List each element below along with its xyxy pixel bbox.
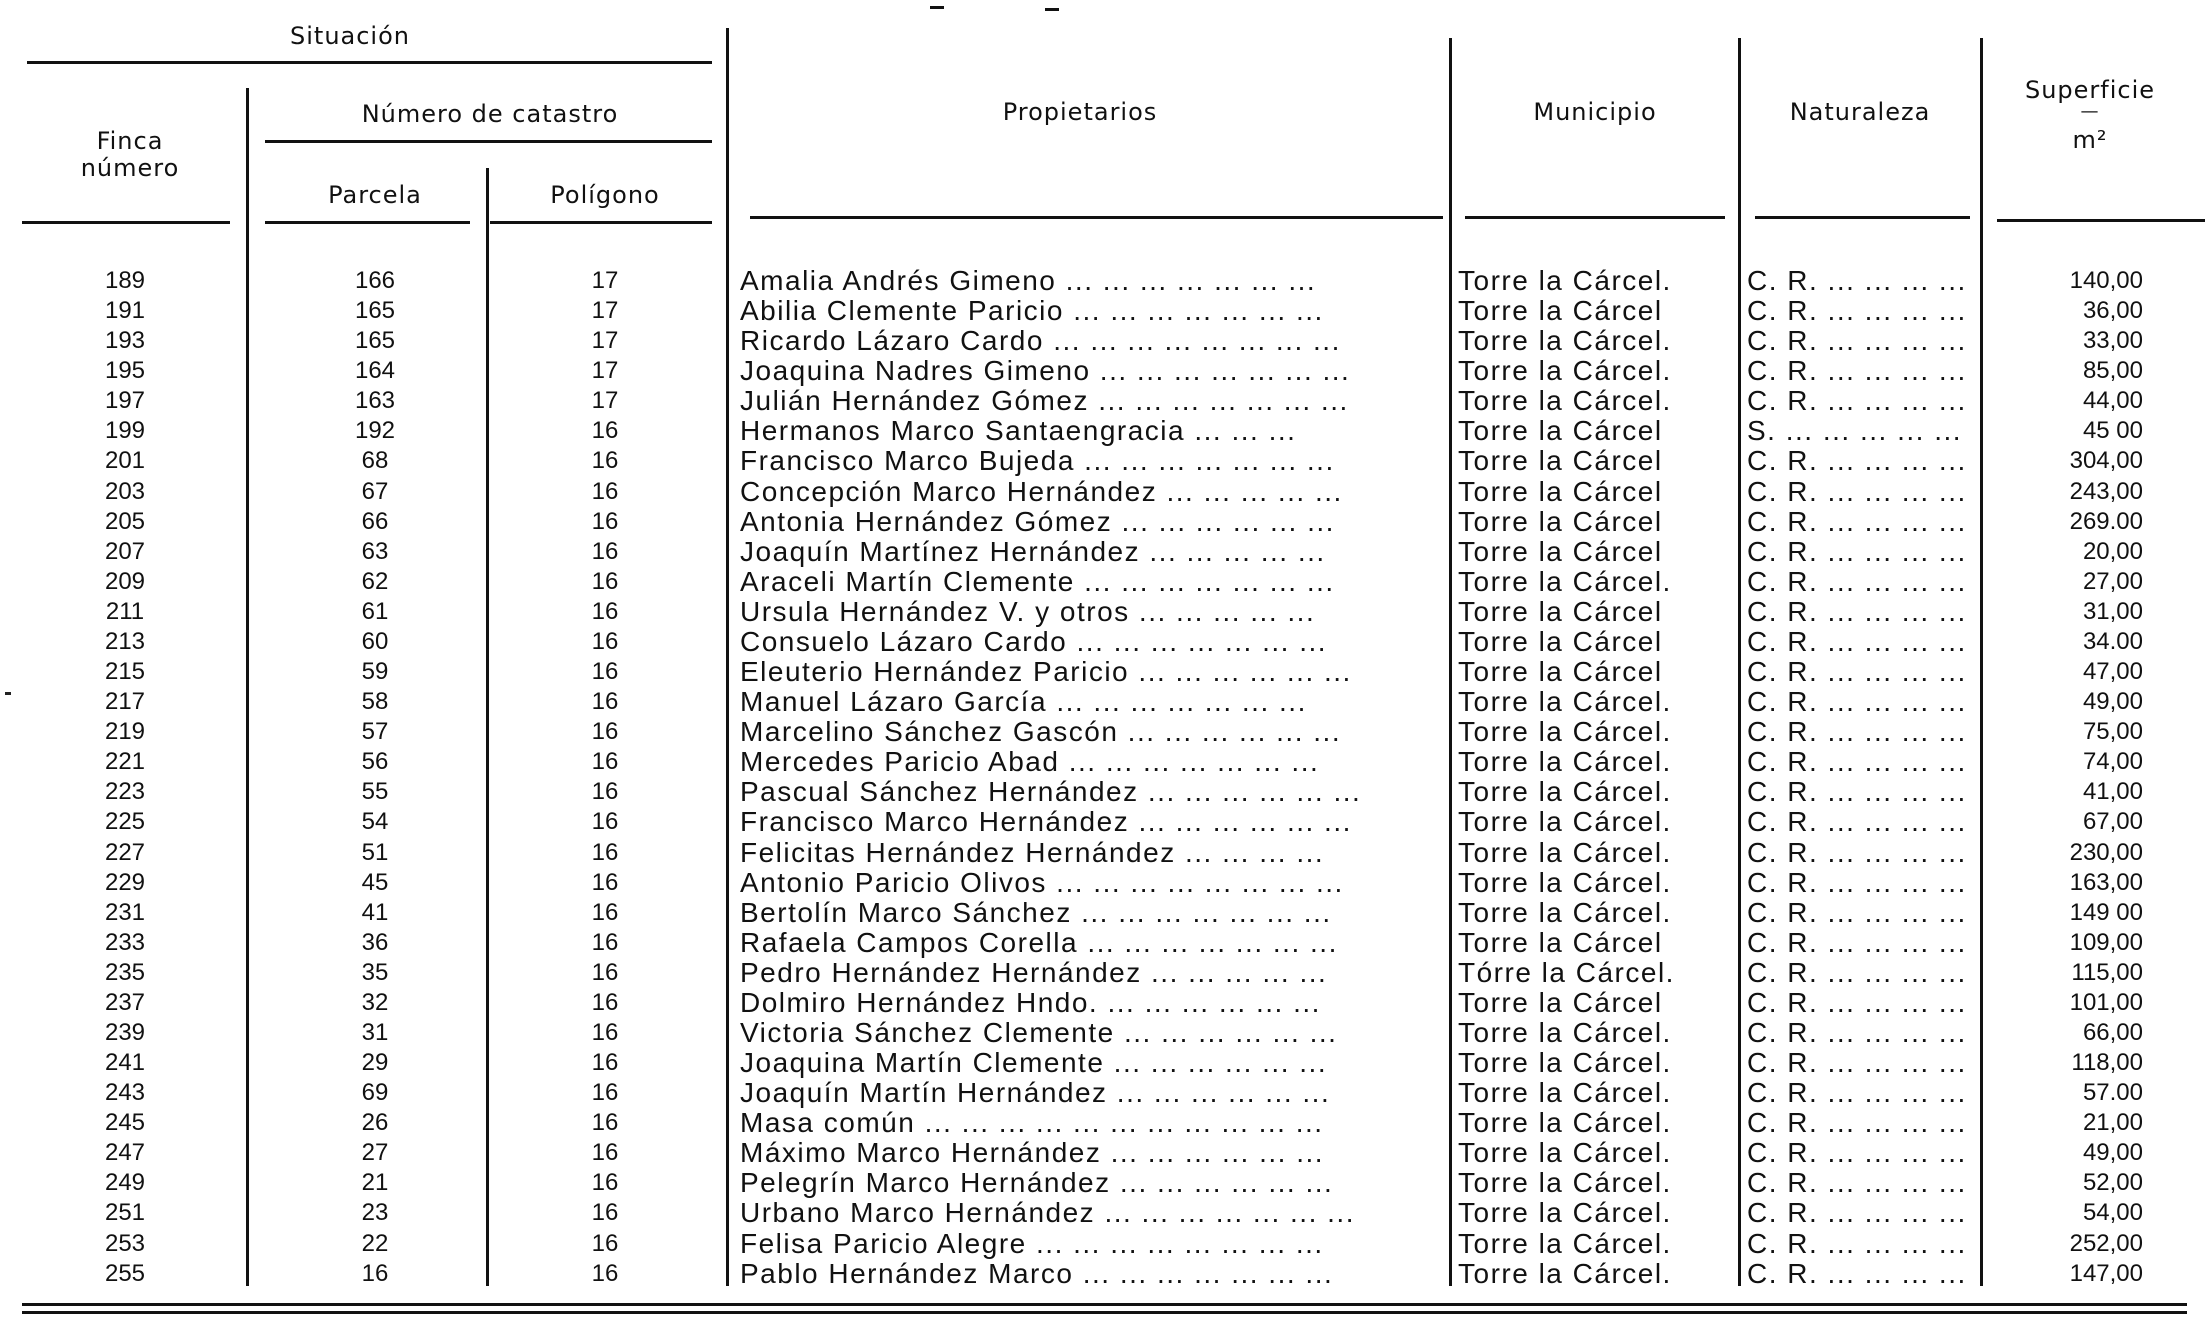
finca-number: 239 bbox=[104, 1019, 146, 1046]
header-poligono: Polígono bbox=[550, 181, 660, 209]
owner-name: Julián Hernández Gómez ... ... ... ... ... ... ... bbox=[740, 386, 1349, 417]
parcela-number: 16 bbox=[361, 1259, 389, 1287]
parcela-number: 69 bbox=[361, 1079, 389, 1107]
naturaleza-code: C. R. ... ... ... ... bbox=[1747, 747, 1967, 778]
naturaleza-code: C. R. ... ... ... ... bbox=[1747, 897, 1967, 928]
parcela-number: 60 bbox=[361, 627, 389, 655]
poligono-number: 16 bbox=[591, 958, 619, 986]
municipio-name: Torre la Cárcel. bbox=[1458, 717, 1672, 748]
municipio-name: Torre la Cárcel. bbox=[1458, 1198, 1672, 1229]
table-row bbox=[0, 477, 2207, 507]
header-municipio: Municipio bbox=[1533, 98, 1657, 126]
owner-name: Victoria Sánchez Clemente ... ... ... ... ... ... bbox=[740, 1018, 1338, 1048]
table-row bbox=[0, 326, 2207, 356]
finca-number: 193 bbox=[104, 327, 146, 355]
rule-finca bbox=[22, 221, 230, 224]
municipio-name: Torre la Cárcel. bbox=[1458, 747, 1672, 778]
poligono-number: 16 bbox=[591, 658, 619, 686]
finca-number: 225 bbox=[104, 808, 146, 836]
superficie-value: 31,00 bbox=[2082, 597, 2143, 625]
owner-name: Francisco Marco Bujeda ... ... ... ... ... ... ... bbox=[740, 446, 1335, 477]
parcela-number: 164 bbox=[354, 357, 396, 385]
finca-number: 227 bbox=[104, 838, 146, 866]
owner-name: Dolmiro Hernández Hndo. ... ... ... ... ... ... bbox=[740, 987, 1321, 1018]
owner-name: Felicitas Hernández Hernández ... ... ... ... bbox=[740, 837, 1325, 868]
table-row bbox=[0, 1018, 2207, 1048]
naturaleza-code: C. R. ... ... ... ... bbox=[1747, 536, 1967, 567]
parcela-number: 54 bbox=[361, 808, 389, 836]
superficie-value: 21,00 bbox=[2082, 1109, 2143, 1137]
parcela-number: 59 bbox=[361, 658, 389, 686]
owner-name: Hermanos Marco Santaengracia ... ... ... bbox=[740, 416, 1297, 447]
table-row bbox=[0, 567, 2207, 597]
municipio-name: Torre la Cárcel. bbox=[1458, 867, 1672, 898]
parcela-number: 165 bbox=[354, 297, 396, 325]
finca-number: 245 bbox=[104, 1109, 146, 1137]
rule-superficie bbox=[1997, 219, 2205, 222]
poligono-number: 16 bbox=[591, 447, 619, 475]
owner-name: Pedro Hernández Hernández ... ... ... ... ... bbox=[740, 957, 1328, 988]
parcela-number: 21 bbox=[361, 1169, 389, 1197]
poligono-number: 16 bbox=[591, 417, 619, 445]
parcela-number: 166 bbox=[354, 267, 396, 294]
municipio-name: Torre la Cárcel. bbox=[1458, 1048, 1672, 1079]
rule-situacion bbox=[27, 61, 712, 64]
superficie-value: 66,00 bbox=[2082, 1019, 2143, 1046]
finca-number: 241 bbox=[104, 1049, 146, 1077]
finca-number: 231 bbox=[104, 898, 146, 926]
naturaleza-code: C. R. ... ... ... ... bbox=[1747, 1138, 1967, 1169]
municipio-name: Torre la Cárcel. bbox=[1458, 1138, 1672, 1169]
finca-number: 233 bbox=[104, 928, 146, 956]
header-naturaleza: Naturaleza bbox=[1789, 98, 1931, 126]
poligono-number: 16 bbox=[591, 567, 619, 595]
municipio-name: Torre la Cárcel. bbox=[1458, 807, 1672, 838]
municipio-name: Torre la Cárcel. bbox=[1458, 566, 1672, 597]
naturaleza-code: C. R. ... ... ... ... bbox=[1747, 777, 1967, 808]
table-row bbox=[0, 1048, 2207, 1078]
header-superficie-unit: m² bbox=[2072, 126, 2108, 154]
owner-name: Pablo Hernández Marco ... ... ... ... ... ... ... bbox=[740, 1258, 1334, 1289]
bottom-rule-2 bbox=[22, 1311, 2187, 1314]
parcela-number: 45 bbox=[361, 868, 389, 896]
municipio-name: Torre la Cárcel. bbox=[1458, 837, 1672, 868]
table-row bbox=[0, 1198, 2207, 1228]
owner-name: Antonia Hernández Gómez ... ... ... ... ... ... bbox=[740, 506, 1335, 537]
finca-number: 249 bbox=[104, 1169, 146, 1197]
naturaleza-code: C. R. ... ... ... ... bbox=[1747, 596, 1967, 627]
table-row bbox=[0, 898, 2207, 928]
owner-name: Joaquina Nadres Gimeno ... ... ... ... ... ... ... bbox=[740, 356, 1351, 387]
owner-name: Rafaela Campos Corella ... ... ... ... ... ... ... bbox=[740, 927, 1338, 958]
table-row bbox=[0, 386, 2207, 416]
finca-number: 243 bbox=[104, 1079, 146, 1107]
municipio-name: Torre la Cárcel bbox=[1458, 927, 1663, 958]
municipio-name: Tórre la Cárcel. bbox=[1458, 957, 1675, 988]
superficie-value: 230,00 bbox=[2069, 838, 2143, 866]
superficie-value: 20,00 bbox=[2082, 537, 2143, 565]
parcela-number: 192 bbox=[354, 417, 396, 445]
owner-name: Concepción Marco Hernández ... ... ... ... ... bbox=[740, 476, 1343, 507]
superficie-value: 67,00 bbox=[2082, 808, 2143, 836]
finca-number: 197 bbox=[104, 387, 146, 415]
municipio-name: Torre la Cárcel. bbox=[1458, 326, 1672, 357]
parcela-number: 62 bbox=[361, 567, 389, 595]
parcela-number: 55 bbox=[361, 778, 389, 806]
owner-name: Abilia Clemente Paricio ... ... ... ... ... ... ... bbox=[740, 296, 1324, 327]
naturaleza-code: C. R. ... ... ... ... bbox=[1747, 446, 1967, 477]
owner-name: Máximo Marco Hernández ... ... ... ... ... ... bbox=[740, 1138, 1325, 1169]
superficie-value: 54,00 bbox=[2082, 1199, 2143, 1227]
finca-number: 199 bbox=[104, 417, 146, 445]
superficie-value: 149 00 bbox=[2069, 898, 2143, 926]
owner-name: Joaquín Martínez Hernández ... ... ... ... ... bbox=[740, 536, 1326, 567]
finca-number: 235 bbox=[104, 958, 146, 986]
table-row bbox=[0, 988, 2207, 1018]
naturaleza-code: C. R. ... ... ... ... bbox=[1747, 386, 1967, 417]
naturaleza-code: C. R. ... ... ... ... bbox=[1747, 566, 1967, 597]
table-row bbox=[0, 597, 2207, 627]
top-mark-1 bbox=[930, 6, 944, 9]
municipio-name: Torre la Cárcel. bbox=[1458, 386, 1672, 417]
superficie-value: 147,00 bbox=[2069, 1259, 2143, 1287]
municipio-name: Torre la Cárcel bbox=[1458, 416, 1663, 447]
naturaleza-code: C. R. ... ... ... ... bbox=[1747, 717, 1967, 748]
table-row bbox=[0, 868, 2207, 898]
finca-number: 255 bbox=[104, 1259, 146, 1287]
table-row bbox=[0, 1078, 2207, 1108]
header-parcela: Parcela bbox=[328, 181, 422, 209]
superficie-value: 36,00 bbox=[2082, 297, 2143, 325]
poligono-number: 17 bbox=[591, 387, 619, 415]
poligono-number: 16 bbox=[591, 1229, 619, 1257]
header-numero-catastro: Número de catastro bbox=[361, 100, 619, 128]
finca-number: 251 bbox=[104, 1199, 146, 1227]
municipio-name: Torre la Cárcel bbox=[1458, 446, 1663, 477]
finca-number: 223 bbox=[104, 778, 146, 806]
superficie-value: 45 00 bbox=[2082, 417, 2143, 445]
finca-number: 219 bbox=[104, 718, 146, 746]
owner-name: Mercedes Paricio Abad ... ... ... ... ... ... ... bbox=[740, 747, 1320, 778]
poligono-number: 16 bbox=[591, 1169, 619, 1197]
table-row bbox=[0, 717, 2207, 747]
municipio-name: Torre la Cárcel. bbox=[1458, 266, 1672, 296]
naturaleza-code: C. R. ... ... ... ... bbox=[1747, 476, 1967, 507]
municipio-name: Torre la Cárcel. bbox=[1458, 777, 1672, 808]
naturaleza-code: C. R. ... ... ... ... bbox=[1747, 1078, 1967, 1109]
municipio-name: Torre la Cárcel. bbox=[1458, 897, 1672, 928]
header-finca-numero: Finca número bbox=[80, 127, 180, 182]
poligono-number: 16 bbox=[591, 988, 619, 1016]
naturaleza-code: S. ... ... ... ... ... bbox=[1747, 416, 1963, 447]
poligono-number: 16 bbox=[591, 718, 619, 746]
superficie-value: 75,00 bbox=[2082, 718, 2143, 746]
poligono-number: 16 bbox=[591, 1259, 619, 1287]
parcela-number: 165 bbox=[354, 327, 396, 355]
municipio-name: Torre la Cárcel. bbox=[1458, 687, 1672, 718]
poligono-number: 16 bbox=[591, 1199, 619, 1227]
superficie-value: 41,00 bbox=[2082, 778, 2143, 806]
parcela-number: 56 bbox=[361, 748, 389, 776]
poligono-number: 16 bbox=[591, 1049, 619, 1077]
municipio-name: Torre la Cárcel. bbox=[1458, 356, 1672, 387]
naturaleza-code: C. R. ... ... ... ... bbox=[1747, 1258, 1967, 1289]
table-row bbox=[0, 687, 2207, 717]
header-situacion: Situación bbox=[290, 22, 410, 50]
naturaleza-code: C. R. ... ... ... ... bbox=[1747, 837, 1967, 868]
naturaleza-code: C. R. ... ... ... ... bbox=[1747, 1228, 1967, 1259]
poligono-number: 16 bbox=[591, 597, 619, 625]
finca-number: 203 bbox=[104, 477, 146, 505]
owner-name: Consuelo Lázaro Cardo ... ... ... ... ... ... ... bbox=[740, 626, 1328, 657]
parcela-number: 51 bbox=[361, 838, 389, 866]
finca-number: 253 bbox=[104, 1229, 146, 1257]
naturaleza-code: C. R. ... ... ... ... bbox=[1747, 506, 1967, 537]
top-mark-2 bbox=[1045, 8, 1059, 11]
superficie-value: 243,00 bbox=[2069, 477, 2143, 505]
table-row bbox=[0, 537, 2207, 567]
table-row bbox=[0, 1168, 2207, 1198]
parcela-number: 23 bbox=[361, 1199, 389, 1227]
parcela-number: 35 bbox=[361, 958, 389, 986]
bottom-rule-1 bbox=[22, 1303, 2187, 1306]
superficie-value: 74,00 bbox=[2082, 748, 2143, 776]
poligono-number: 16 bbox=[591, 1019, 619, 1046]
finca-number: 237 bbox=[104, 988, 146, 1016]
table-row bbox=[0, 446, 2207, 476]
table-row bbox=[0, 807, 2207, 837]
owner-name: Pascual Sánchez Hernández ... ... ... ... ... ... bbox=[740, 777, 1362, 808]
poligono-number: 16 bbox=[591, 537, 619, 565]
poligono-number: 16 bbox=[591, 477, 619, 505]
superficie-value: 115,00 bbox=[2071, 958, 2143, 986]
parcela-number: 61 bbox=[361, 597, 389, 625]
owner-name: Eleuterio Hernández Paricio ... ... ... ... ... ... bbox=[740, 657, 1352, 688]
owner-name: Ursula Hernández V. y otros ... ... ... ... ... bbox=[740, 596, 1316, 627]
margin-mark bbox=[5, 692, 11, 695]
superficie-value: 304,00 bbox=[2069, 447, 2143, 475]
table-row bbox=[0, 266, 2207, 296]
table-row bbox=[0, 1108, 2207, 1138]
municipio-name: Torre la Cárcel bbox=[1458, 626, 1663, 657]
header-superficie: Superficie bbox=[2024, 76, 2156, 104]
finca-number: 207 bbox=[104, 537, 146, 565]
rule-naturaleza bbox=[1755, 216, 1970, 219]
superficie-value: 163,00 bbox=[2069, 868, 2143, 896]
table-row bbox=[0, 928, 2207, 958]
parcela-number: 31 bbox=[361, 1019, 389, 1046]
table-row bbox=[0, 747, 2207, 777]
municipio-name: Torre la Cárcel bbox=[1458, 657, 1663, 688]
municipio-name: Torre la Cárcel. bbox=[1458, 1228, 1672, 1259]
finca-number: 195 bbox=[104, 357, 146, 385]
poligono-number: 16 bbox=[591, 808, 619, 836]
superficie-value: 269.00 bbox=[2069, 507, 2143, 535]
parcela-number: 41 bbox=[361, 898, 389, 926]
parcela-number: 66 bbox=[361, 507, 389, 535]
owner-name: Antonio Paricio Olivos ... ... ... ... ... ... ... ... bbox=[740, 867, 1344, 898]
superficie-value: 44,00 bbox=[2082, 387, 2143, 415]
finca-number: 215 bbox=[104, 658, 146, 686]
superficie-value: 118,00 bbox=[2071, 1049, 2143, 1077]
table-row bbox=[0, 356, 2207, 386]
owner-name: Felisa Paricio Alegre ... ... ... ... ... ... ... ... bbox=[740, 1228, 1324, 1259]
municipio-name: Torre la Cárcel bbox=[1458, 296, 1663, 327]
table-row bbox=[0, 1229, 2207, 1259]
municipio-name: Torre la Cárcel bbox=[1458, 476, 1663, 507]
poligono-number: 16 bbox=[591, 507, 619, 535]
municipio-name: Torre la Cárcel. bbox=[1458, 1258, 1672, 1289]
finca-number: 209 bbox=[104, 567, 146, 595]
municipio-name: Torre la Cárcel. bbox=[1458, 1078, 1672, 1109]
finca-number: 189 bbox=[104, 267, 146, 294]
naturaleza-code: C. R. ... ... ... ... bbox=[1747, 1168, 1967, 1199]
poligono-number: 16 bbox=[591, 627, 619, 655]
superficie-value: 252,00 bbox=[2069, 1229, 2143, 1257]
naturaleza-code: C. R. ... ... ... ... bbox=[1747, 1018, 1967, 1048]
superficie-value: 33,00 bbox=[2082, 327, 2143, 355]
table-row bbox=[0, 296, 2207, 326]
superficie-value: 85,00 bbox=[2082, 357, 2143, 385]
poligono-number: 17 bbox=[591, 357, 619, 385]
parcela-number: 29 bbox=[361, 1049, 389, 1077]
poligono-number: 16 bbox=[591, 1109, 619, 1137]
naturaleza-code: C. R. ... ... ... ... bbox=[1747, 356, 1967, 387]
finca-number: 217 bbox=[104, 688, 146, 716]
parcela-number: 63 bbox=[361, 537, 389, 565]
table-row bbox=[0, 627, 2207, 657]
owner-name: Joaquina Martín Clemente ... ... ... ... ... ... bbox=[740, 1048, 1328, 1079]
table-row bbox=[0, 507, 2207, 537]
finca-number: 191 bbox=[104, 297, 146, 325]
naturaleza-code: C. R. ... ... ... ... bbox=[1747, 1048, 1967, 1079]
naturaleza-code: C. R. ... ... ... ... bbox=[1747, 657, 1967, 688]
poligono-number: 17 bbox=[591, 297, 619, 325]
parcela-number: 36 bbox=[361, 928, 389, 956]
superficie-value: 27,00 bbox=[2082, 567, 2143, 595]
parcela-number: 68 bbox=[361, 447, 389, 475]
header-propietarios: Propietarios bbox=[1002, 98, 1158, 126]
owner-name: Araceli Martín Clemente ... ... ... ... ... ... ... bbox=[740, 566, 1335, 597]
finca-number: 247 bbox=[104, 1139, 146, 1167]
rule-propietarios bbox=[750, 216, 1443, 219]
table-row bbox=[0, 657, 2207, 687]
municipio-name: Torre la Cárcel. bbox=[1458, 1018, 1672, 1048]
superficie-value: 47,00 bbox=[2082, 658, 2143, 686]
naturaleza-code: C. R. ... ... ... ... bbox=[1747, 867, 1967, 898]
poligono-number: 16 bbox=[591, 748, 619, 776]
superficie-value: 52,00 bbox=[2082, 1169, 2143, 1197]
poligono-number: 16 bbox=[591, 838, 619, 866]
naturaleza-code: C. R. ... ... ... ... bbox=[1747, 326, 1967, 357]
naturaleza-code: C. R. ... ... ... ... bbox=[1747, 957, 1967, 988]
superficie-value: 109,00 bbox=[2069, 928, 2143, 956]
poligono-number: 16 bbox=[591, 1079, 619, 1107]
finca-number: 221 bbox=[104, 748, 146, 776]
superficie-value: 49,00 bbox=[2082, 1139, 2143, 1167]
municipio-name: Torre la Cárcel bbox=[1458, 987, 1663, 1018]
municipio-name: Torre la Cárcel bbox=[1458, 596, 1663, 627]
parcela-number: 26 bbox=[361, 1109, 389, 1137]
naturaleza-code: C. R. ... ... ... ... bbox=[1747, 1198, 1967, 1229]
poligono-number: 16 bbox=[591, 778, 619, 806]
poligono-number: 16 bbox=[591, 1139, 619, 1167]
owner-name: Masa común ... ... ... ... ... ... ... ... ... ... ... bbox=[740, 1108, 1324, 1139]
municipio-name: Torre la Cárcel bbox=[1458, 536, 1663, 567]
owner-name: Marcelino Sánchez Gascón ... ... ... ... ... ... bbox=[740, 717, 1342, 748]
rule-parcela bbox=[265, 221, 470, 224]
owner-name: Joaquín Martín Hernández ... ... ... ... ... ... bbox=[740, 1078, 1331, 1109]
finca-number: 229 bbox=[104, 868, 146, 896]
superficie-value: 57.00 bbox=[2082, 1079, 2143, 1107]
table-row bbox=[0, 416, 2207, 446]
naturaleza-code: C. R. ... ... ... ... bbox=[1747, 687, 1967, 718]
parcela-number: 27 bbox=[361, 1139, 389, 1167]
parcela-number: 57 bbox=[361, 718, 389, 746]
table-row bbox=[0, 777, 2207, 807]
table-row bbox=[0, 838, 2207, 868]
finca-number: 201 bbox=[104, 447, 146, 475]
naturaleza-code: C. R. ... ... ... ... bbox=[1747, 807, 1967, 838]
municipio-name: Torre la Cárcel bbox=[1458, 506, 1663, 537]
naturaleza-code: C. R. ... ... ... ... bbox=[1747, 987, 1967, 1018]
parcela-number: 163 bbox=[354, 387, 396, 415]
parcela-number: 22 bbox=[361, 1229, 389, 1257]
poligono-number: 16 bbox=[591, 898, 619, 926]
rule-poligono bbox=[490, 221, 712, 224]
rule-municipio bbox=[1465, 216, 1725, 219]
parcela-number: 58 bbox=[361, 688, 389, 716]
municipio-name: Torre la Cárcel. bbox=[1458, 1108, 1672, 1139]
owner-name: Pelegrín Marco Hernández ... ... ... ... ... ... bbox=[740, 1168, 1334, 1199]
superficie-value: 101,00 bbox=[2069, 988, 2143, 1016]
parcela-number: 67 bbox=[361, 477, 389, 505]
naturaleza-code: C. R. ... ... ... ... bbox=[1747, 626, 1967, 657]
owner-name: Urbano Marco Hernández ... ... ... ... ... ... ... bbox=[740, 1198, 1355, 1229]
table-row bbox=[0, 1259, 2207, 1289]
municipio-name: Torre la Cárcel. bbox=[1458, 1168, 1672, 1199]
poligono-number: 16 bbox=[591, 928, 619, 956]
owner-name: Francisco Marco Hernández ... ... ... ... ... ... bbox=[740, 807, 1352, 838]
table-row bbox=[0, 1138, 2207, 1168]
poligono-number: 16 bbox=[591, 688, 619, 716]
owner-name: Amalia Andrés Gimeno ... ... ... ... ... ... ... bbox=[740, 266, 1317, 296]
naturaleza-code: C. R. ... ... ... ... bbox=[1747, 296, 1967, 327]
finca-number: 213 bbox=[104, 627, 146, 655]
poligono-number: 16 bbox=[591, 868, 619, 896]
owner-name: Manuel Lázaro García ... ... ... ... ... ... ... bbox=[740, 687, 1307, 718]
superficie-value: 34.00 bbox=[2082, 627, 2143, 655]
rule-catastro bbox=[265, 140, 712, 143]
owner-name: Bertolín Marco Sánchez ... ... ... ... ... ... ... bbox=[740, 897, 1332, 928]
naturaleza-code: C. R. ... ... ... ... bbox=[1747, 927, 1967, 958]
superficie-value: 140,00 bbox=[2069, 267, 2143, 294]
naturaleza-code: C. R. ... ... ... ... bbox=[1747, 266, 1967, 296]
superficie-value: 49,00 bbox=[2082, 688, 2143, 716]
parcela-number: 32 bbox=[361, 988, 389, 1016]
table-row bbox=[0, 958, 2207, 988]
owner-name: Ricardo Lázaro Cardo ... ... ... ... ... ... ... ... bbox=[740, 326, 1341, 357]
header-superficie-dash: — bbox=[2080, 101, 2100, 122]
naturaleza-code: C. R. ... ... ... ... bbox=[1747, 1108, 1967, 1139]
finca-number: 205 bbox=[104, 507, 146, 535]
finca-number: 211 bbox=[105, 597, 145, 625]
poligono-number: 17 bbox=[591, 267, 619, 294]
poligono-number: 17 bbox=[591, 327, 619, 355]
